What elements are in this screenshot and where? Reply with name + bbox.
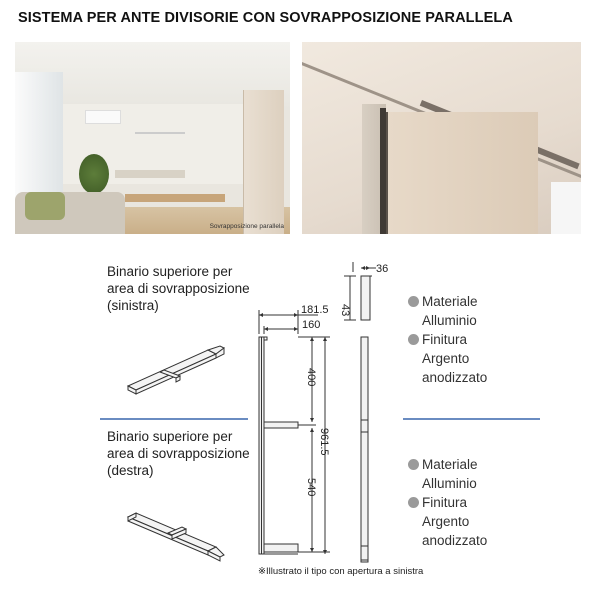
living-room-photo bbox=[15, 42, 290, 234]
rail-label-left: Binario superiore per area di sovrapposizione (sinistra) bbox=[107, 264, 250, 313]
bullet-icon bbox=[408, 334, 419, 345]
page-title: SISTEMA PER ANTE DIVISORIE CON SOVRAPPOSIZIONE PARALLELA bbox=[18, 10, 513, 26]
dim-inner-width: 160 bbox=[302, 319, 321, 331]
dim-lower-length: 540 bbox=[305, 478, 317, 497]
dim-overall-width: 181.5 bbox=[301, 304, 329, 316]
spec-block-right: Materiale Alluminio Finitura Argento anodizzato bbox=[408, 455, 487, 550]
dim-total-length: 961.5 bbox=[318, 428, 330, 456]
dim-profile-width: 36 bbox=[376, 263, 389, 275]
rail-label-right: Binario superiore per area di sovrapposizione (destra) bbox=[107, 429, 250, 478]
bullet-icon bbox=[408, 296, 419, 307]
bullet-icon bbox=[408, 459, 419, 470]
dim-profile-height: 43 bbox=[339, 304, 351, 317]
rail-right-illustration bbox=[120, 505, 230, 565]
section-divider-left bbox=[100, 418, 248, 420]
section-divider-right bbox=[403, 418, 540, 420]
technical-drawing bbox=[250, 260, 400, 565]
rail-left-illustration bbox=[120, 340, 230, 400]
partition-detail-photo bbox=[302, 42, 581, 234]
footnote: ※Illustrato il tipo con apertura a sinistra bbox=[258, 566, 424, 577]
photo-caption: Sovrapposizione parallela bbox=[209, 223, 284, 230]
spec-block-left: Materiale Alluminio Finitura Argento anodizzato bbox=[408, 292, 487, 387]
dim-upper-length: 400 bbox=[305, 368, 317, 387]
bullet-icon bbox=[408, 497, 419, 508]
